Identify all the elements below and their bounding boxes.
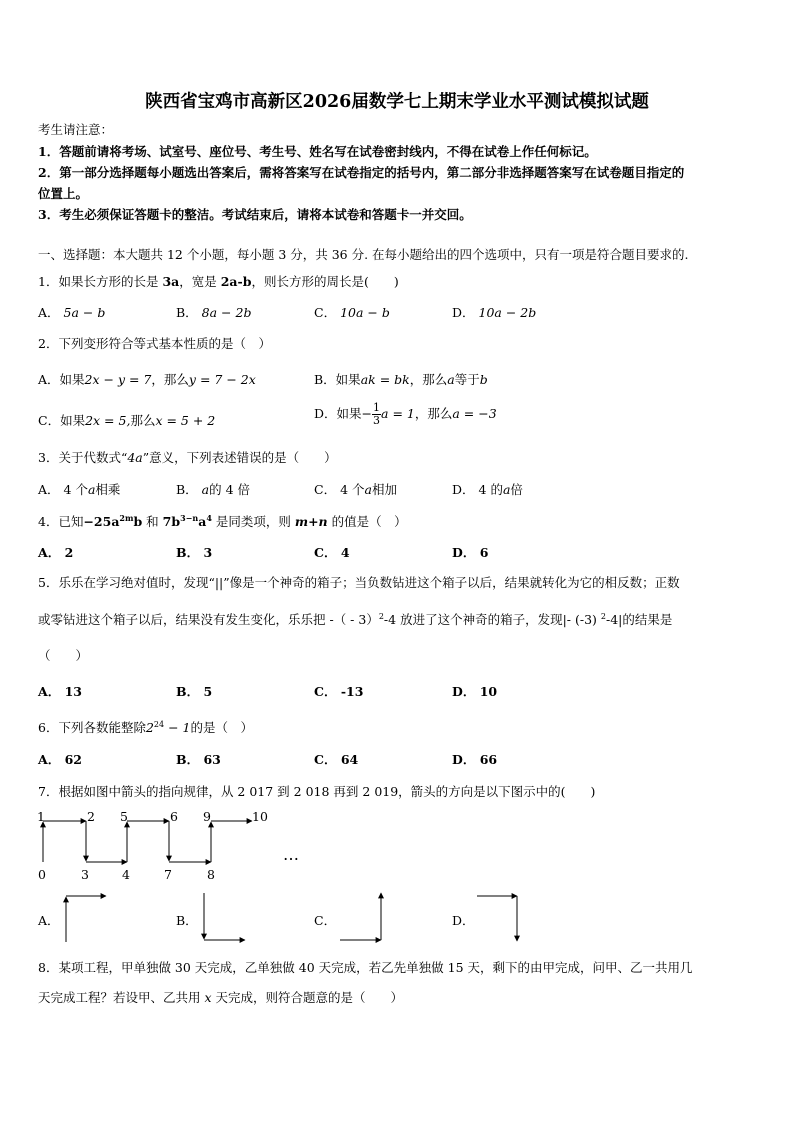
- q7-num-10: 10: [252, 809, 268, 824]
- q4-option-d: D． 6: [452, 545, 489, 560]
- q2-option-c: C．如果2x = 5,那么x = 5 + 2: [38, 413, 216, 428]
- q7-num-5: 5: [120, 809, 128, 824]
- q7-num-0: 0: [38, 867, 46, 882]
- q1-stem: 1．如果长方形的长是 3a，宽是 2a-b，则长方形的周长是( ): [38, 274, 399, 289]
- q8-line-2: 天完成工程？若设甲、乙共用 x 天完成，则符合题意的是（ ）: [38, 990, 404, 1005]
- q7-option-d-label: D．: [452, 913, 475, 928]
- q7-num-3: 3: [81, 867, 89, 882]
- q7-num-9: 9: [203, 809, 211, 824]
- q3-stem: 3．关于代数式“4a”意义，下列表述错误的是（ ）: [38, 450, 337, 465]
- q5-line-3: （ ）: [38, 648, 89, 663]
- q6-option-a: A． 62: [38, 752, 82, 767]
- notice-item-2-cont: 位置上。: [38, 186, 89, 201]
- q5-option-a: A． 13: [38, 684, 82, 699]
- q6-stem: 6．下列各数能整除$2^{24} - 1$的是（ ）: [38, 719, 253, 735]
- q3-option-b: B． a的 4 倍: [176, 482, 251, 497]
- q5-option-b: B． 5: [176, 684, 213, 699]
- q2-option-b: B．如果ak = bk，那么a等于b: [314, 372, 488, 387]
- q3-option-d: D． 4 的a倍: [452, 482, 523, 497]
- q7-option-a-label: A．: [38, 913, 60, 928]
- q7-option-c-label: C．: [314, 913, 337, 928]
- q1-option-c: C． 10a − b: [314, 305, 390, 320]
- notice-item-3: 3．考生必须保证答题卡的整洁。考试结束后，请将本试卷和答题卡一并交回。: [38, 207, 472, 222]
- q7-num-1: 1: [37, 809, 45, 824]
- q7-num-7: 7: [164, 867, 172, 882]
- q2-stem: 2．下列变形符合等式基本性质的是（ ）: [38, 336, 271, 351]
- q5-line-2: 或零钻进这个箱子以后，结果没有发生变化，乐乐把 -（ - 3）$^2$-4 放进了这个神奇的箱子，发现|- (-3) $^2$-4|的结果是: [38, 611, 673, 627]
- section-heading: 一、选择题：本大题共 12 个小题，每小题 3 分，共 36 分. 在每小题给出的四个选项中，只有一项是符合题目要求的.: [38, 247, 689, 262]
- q7-num-8: 8: [207, 867, 215, 882]
- q6-option-d: D． 66: [452, 752, 498, 767]
- q2-option-a: A．如果2x − y = 7，那么y = 7 − 2x: [38, 372, 256, 387]
- fraction-one-third: $\frac{1}{3}$: [373, 401, 381, 427]
- q3-option-a: A． 4 个a相乘: [38, 482, 121, 497]
- q4-stem: 4．已知$-25a^{2m}b$ 和 $7b^{3-n}a^4$ 是同类项，则 m+n 的值是（ ）: [38, 512, 407, 529]
- q1-option-d: D． 10a − 2b: [452, 305, 537, 320]
- q7-option-b-label: B．: [176, 913, 198, 928]
- notice-heading: 考生请注意：: [38, 122, 114, 137]
- notice-item-2: 2．第一部分选择题每小题选出答案后，需将答案写在试卷指定的括号内，第二部分非选择题答案写在试卷题目指定的: [38, 165, 685, 180]
- q4-option-a: A． 2: [38, 545, 74, 560]
- q7-num-2: 2: [87, 809, 95, 824]
- q5-option-d: D． 10: [452, 684, 498, 699]
- q5-line-1: 5．乐乐在学习绝对值时，发现“||”像是一个神奇的箱子；当负数钻进这个箱子以后，结果就转化为它的相反数；正数: [38, 575, 680, 590]
- page-title: 陕西省宝鸡市高新区2026届数学七上期末学业水平测试模拟试题: [145, 92, 649, 112]
- q7-num-6: 6: [170, 809, 178, 824]
- q8-line-1: 8．某项工程，甲单独做 30 天完成，乙单独做 40 天完成，若乙先单独做 15 天，剩下的由甲完成，问甲、乙一共用几: [38, 960, 693, 975]
- q1-option-b: B． 8a − 2b: [176, 305, 252, 320]
- q1-option-a: A． 5a − b: [38, 305, 106, 320]
- q6-option-c: C． 64: [314, 752, 359, 767]
- notice-item-1: 1．答题前请将考场、试室号、座位号、考生号、姓名写在试卷密封线内，不得在试卷上作任何标记。: [38, 144, 597, 159]
- q7-num-4: 4: [122, 867, 130, 882]
- q3-option-c: C． 4 个a相加: [314, 482, 397, 497]
- q2-option-d: D．如果− $\frac{1}{3}$ a = 1，那么a = −3: [314, 401, 497, 427]
- q6-option-b: B． 63: [176, 752, 221, 767]
- q4-option-c: C． 4: [314, 545, 350, 560]
- q7-stem: 7．根据如图中箭头的指向规律，从 2 017 到 2 018 再到 2 019，箭头的方向是以下图示中的( ): [38, 784, 596, 799]
- q5-option-c: C． -13: [314, 684, 364, 699]
- q7-ellipsis: …: [283, 845, 299, 864]
- q4-option-b: B． 3: [176, 545, 213, 560]
